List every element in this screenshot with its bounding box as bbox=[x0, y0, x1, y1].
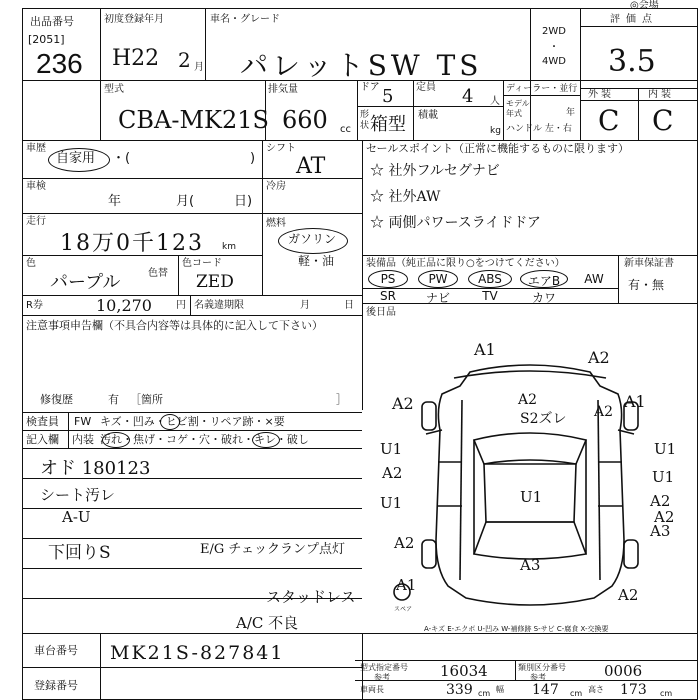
tax-yen: 円 bbox=[176, 300, 186, 311]
line-insp-top bbox=[22, 412, 362, 413]
length-value: 339 bbox=[446, 682, 473, 698]
mark-l-a2c: A2 bbox=[394, 534, 415, 552]
cc-unit: cc bbox=[340, 124, 351, 135]
type-desig-label: 型式指定番号 bbox=[360, 663, 408, 672]
drive-2wd: 2WD bbox=[542, 26, 566, 37]
equip-ps: PS bbox=[380, 272, 396, 286]
category-label: 類別区分番号 bbox=[518, 663, 566, 672]
div-warranty bbox=[618, 255, 619, 303]
insp-day: 日) bbox=[234, 194, 253, 209]
kg-unit: kg bbox=[490, 126, 501, 136]
mark-r-a2b: A2 bbox=[654, 508, 675, 526]
caution-label: 注意事項申告欄（不具合内容等は具体的に記入して下さい） bbox=[26, 319, 323, 332]
mark-r-u1a: U1 bbox=[654, 440, 677, 458]
height-cm: cm bbox=[660, 689, 673, 698]
div-reg bbox=[205, 8, 206, 80]
dealer-mid bbox=[503, 95, 580, 96]
exterior-label: 外装 bbox=[588, 89, 614, 100]
km-unit: km bbox=[222, 242, 236, 252]
mark-rear-a3: A3 bbox=[520, 556, 541, 574]
rule-4 bbox=[22, 568, 362, 569]
inspector-fw-items: キズ・凹み・ヒビ割・リペア跡・×要 bbox=[100, 415, 285, 428]
sales-item-3: ☆ 両側パワースライドドア bbox=[370, 215, 541, 231]
equip-navi: ナビ bbox=[425, 291, 450, 305]
first-reg-month: 2 bbox=[178, 48, 191, 72]
height-value: 173 bbox=[620, 682, 647, 698]
row2-bottom-line bbox=[22, 140, 698, 141]
mark-l-a2: A2 bbox=[382, 464, 403, 482]
note-studless: スタッドレス bbox=[266, 588, 356, 606]
tax-label: R券 bbox=[26, 300, 43, 311]
tear-circle bbox=[252, 432, 280, 448]
diagram-legend: A-キズ E-エクボ U-凹み W-補修跡 S-サビ C-腐食 X-交換要 bbox=[424, 625, 609, 633]
warranty-label: 新車保証書 bbox=[624, 258, 674, 269]
div-lot bbox=[100, 8, 101, 140]
line-tax bbox=[22, 315, 362, 316]
div-insp-label bbox=[68, 412, 69, 448]
usage-rest: ・( bbox=[112, 151, 131, 166]
month-unit: 月 bbox=[194, 62, 204, 73]
exterior-grade: C bbox=[598, 104, 620, 137]
color-code: ZED bbox=[196, 272, 234, 292]
mark-fl-a2: A2 bbox=[392, 394, 414, 413]
capacity-label: 定員 bbox=[416, 82, 436, 93]
expiry-day: 日 bbox=[344, 300, 354, 311]
score-value: 3.5 bbox=[608, 44, 656, 79]
mark-roof-u1: U1 bbox=[520, 488, 543, 506]
div-tax bbox=[190, 295, 191, 315]
wheel-rr bbox=[624, 540, 638, 568]
ref-label-2: 参考 bbox=[530, 673, 546, 682]
line-insp-mid bbox=[22, 430, 362, 431]
chassis-label: 車台番号 bbox=[34, 644, 78, 657]
usage-label: 車歴 bbox=[26, 143, 46, 154]
sales-item-1: ☆ 社外フルセグナビ bbox=[370, 163, 500, 179]
lot-label: 出品番号 bbox=[30, 15, 74, 28]
ref-label-1: 参考 bbox=[374, 673, 390, 682]
mark-s2: S2ズレ bbox=[520, 411, 567, 427]
shift-value: AT bbox=[296, 154, 326, 179]
equip-sr: SR bbox=[380, 289, 396, 303]
expiry-month: 月 bbox=[300, 300, 310, 311]
sales-item-2: ☆ 社外AW bbox=[370, 189, 441, 205]
handle-label: ハンドル 左・右 bbox=[506, 124, 572, 134]
interior-label: 内装 bbox=[648, 89, 674, 100]
spec-mid bbox=[355, 680, 698, 681]
warranty-value: 有・無 bbox=[628, 278, 665, 292]
doors-value: 5 bbox=[382, 86, 394, 107]
mark-hood-a2: A2 bbox=[518, 392, 538, 408]
dent-circle bbox=[160, 414, 180, 430]
top-right-note: ◎会場 bbox=[630, 0, 659, 11]
width-value: 147 bbox=[532, 682, 559, 698]
interior-grade: C bbox=[652, 104, 674, 137]
insp-year: 年 bbox=[108, 194, 122, 209]
first-reg-year: H22 bbox=[112, 46, 160, 71]
note-au: A-U bbox=[62, 508, 91, 526]
mark-fr-a1: A1 bbox=[624, 392, 646, 411]
ext-int-line2 bbox=[580, 100, 698, 101]
shape-label: 形状 bbox=[360, 110, 370, 131]
dirt-circle bbox=[102, 432, 130, 448]
shape-value: 箱型 bbox=[370, 114, 406, 135]
score-label-line bbox=[580, 26, 698, 27]
mileage-value: 18万0千123 bbox=[60, 231, 204, 256]
note-seat: シート汚レ bbox=[40, 486, 116, 504]
div-left-mid bbox=[262, 140, 263, 295]
category-value: 0006 bbox=[604, 662, 643, 680]
mark-front-a1: A1 bbox=[474, 340, 496, 359]
usage-private: 自家用 bbox=[56, 151, 96, 166]
repair-has: 有 bbox=[108, 393, 119, 406]
inspector-fw: FW bbox=[74, 415, 92, 428]
car-name: パレットSW TS bbox=[240, 49, 483, 82]
year-unit: 年 bbox=[566, 108, 576, 118]
rear-seat-label: 後日品 bbox=[366, 307, 396, 318]
score-label: 評価点 bbox=[610, 14, 658, 25]
mark-fr-a2: A2 bbox=[594, 404, 614, 420]
width-label: 幅 bbox=[496, 685, 504, 694]
equip-label: 装備品（純正品に限り○をつけてください） bbox=[366, 258, 565, 269]
fuel-gasoline: ガソリン bbox=[288, 232, 337, 246]
repair-label: 修復歴 bbox=[40, 393, 73, 406]
windshield bbox=[474, 433, 586, 464]
model-year-label1: モデル bbox=[506, 99, 530, 108]
color-change-label: 色替 bbox=[148, 268, 168, 279]
disp-label: 排気量 bbox=[268, 84, 298, 95]
line-color bbox=[22, 295, 362, 296]
spec-top bbox=[355, 660, 698, 661]
insp-label: 車検 bbox=[26, 181, 46, 192]
equip-leather: カワ bbox=[531, 291, 556, 305]
disp-value: 660 bbox=[282, 106, 328, 134]
shift-label: シフト bbox=[266, 143, 296, 154]
tax-value: 10,270 bbox=[96, 296, 152, 315]
model-value: CBA-MK21S bbox=[118, 106, 269, 134]
wheel-rl bbox=[422, 540, 436, 568]
inspector-interior: 内装 bbox=[72, 433, 94, 446]
equip-aw: AW bbox=[584, 272, 604, 286]
aircon-label: 冷房 bbox=[266, 181, 286, 192]
rear-window bbox=[474, 522, 586, 559]
equip-tv: TV bbox=[482, 289, 498, 303]
wheel-fl bbox=[422, 402, 436, 430]
inspector-label2: 記入欄 bbox=[26, 433, 59, 446]
color-code-label: 色コード bbox=[182, 258, 222, 269]
mark-front-a2: A2 bbox=[588, 348, 610, 367]
drive-dot: ・ bbox=[549, 42, 559, 53]
equip-airbag: エアB bbox=[527, 274, 561, 288]
car-name-label: 車名・グレード bbox=[210, 14, 280, 25]
equip-abs: ABS bbox=[478, 272, 502, 286]
div-footer-label bbox=[100, 633, 101, 700]
model-label: 型式 bbox=[104, 84, 124, 95]
mark-r-a2: A2 bbox=[650, 492, 671, 510]
doors-label: ドア bbox=[360, 82, 380, 93]
mark-r-a3: A3 bbox=[650, 522, 671, 540]
model-year-label2: 年式 bbox=[506, 109, 522, 118]
lot-number: 236 bbox=[36, 48, 83, 79]
equip-pw: PW bbox=[428, 272, 448, 286]
insp-month: 月( bbox=[176, 194, 195, 209]
expiry-label: 名義違期限 bbox=[194, 300, 244, 311]
inspector-interior-items: 汚れ・焦げ・コゲ・穴・破れ・キレ・破し bbox=[100, 433, 309, 446]
mark-r-u1b: U1 bbox=[652, 468, 675, 486]
inspector-label1: 検査員 bbox=[26, 415, 59, 428]
spare-label: スペア bbox=[394, 606, 413, 613]
usage-close: ) bbox=[250, 151, 256, 166]
load-label: 積載 bbox=[418, 110, 438, 121]
right-side-line bbox=[598, 400, 600, 580]
length-cm: cm bbox=[478, 689, 491, 698]
fuel-diesel: 軽・油 bbox=[298, 254, 335, 268]
mark-l-u1b: U1 bbox=[380, 494, 403, 512]
mileage-label: 走行 bbox=[26, 216, 46, 227]
line-sales-end bbox=[362, 255, 698, 256]
line-insp-bot bbox=[22, 448, 362, 449]
reg-label: 登録番号 bbox=[34, 679, 78, 692]
fuel-label: 燃料 bbox=[266, 218, 286, 229]
dealer-label: ディーラー・並行 bbox=[506, 84, 578, 94]
color-label: 色 bbox=[26, 258, 36, 269]
div-cap bbox=[413, 80, 414, 140]
note-odo: オド 180123 bbox=[40, 458, 151, 479]
note-under: 下回りS bbox=[48, 543, 111, 563]
first-reg-label: 初度登録年月 bbox=[104, 14, 164, 25]
mark-rear-a2: A2 bbox=[618, 586, 639, 604]
left-side-line bbox=[460, 400, 462, 580]
div-door bbox=[357, 80, 358, 140]
length-label: 車両長 bbox=[360, 685, 384, 694]
div-drive bbox=[530, 8, 531, 140]
repair-close: ］ bbox=[336, 393, 347, 406]
front-bumper bbox=[454, 371, 606, 378]
div-colorcode bbox=[178, 255, 179, 295]
chassis-value: MK21S-827841 bbox=[110, 642, 285, 664]
sales-label: セールスポイント（正常に機能するものに限ります） bbox=[366, 142, 630, 155]
mark-rear-a1: A1 bbox=[396, 576, 417, 594]
capacity-value: 4 bbox=[462, 86, 474, 107]
line-usage bbox=[22, 178, 262, 179]
spec-div bbox=[515, 660, 516, 680]
type-desig-value: 16034 bbox=[440, 662, 488, 680]
repair-place: ［箇所 bbox=[130, 393, 163, 406]
line-aircon bbox=[262, 213, 362, 214]
div-score bbox=[580, 8, 581, 140]
footer-mid bbox=[22, 667, 362, 668]
lot-sub: [2051] bbox=[28, 33, 65, 46]
note-eg: E/G チェックランプ点灯 bbox=[200, 542, 345, 557]
person-unit: 人 bbox=[490, 96, 500, 107]
div-dealer bbox=[503, 80, 504, 140]
row2-mid bbox=[357, 106, 503, 107]
line-insp bbox=[22, 213, 262, 214]
color-value: パープル bbox=[50, 272, 121, 293]
width-cm: cm bbox=[570, 689, 583, 698]
note-ac: A/C 不良 bbox=[236, 614, 299, 632]
height-label: 高さ bbox=[588, 685, 604, 694]
ext-int-div bbox=[638, 88, 639, 140]
mark-l-u1a: U1 bbox=[380, 440, 403, 458]
drive-4wd: 4WD bbox=[542, 56, 566, 67]
